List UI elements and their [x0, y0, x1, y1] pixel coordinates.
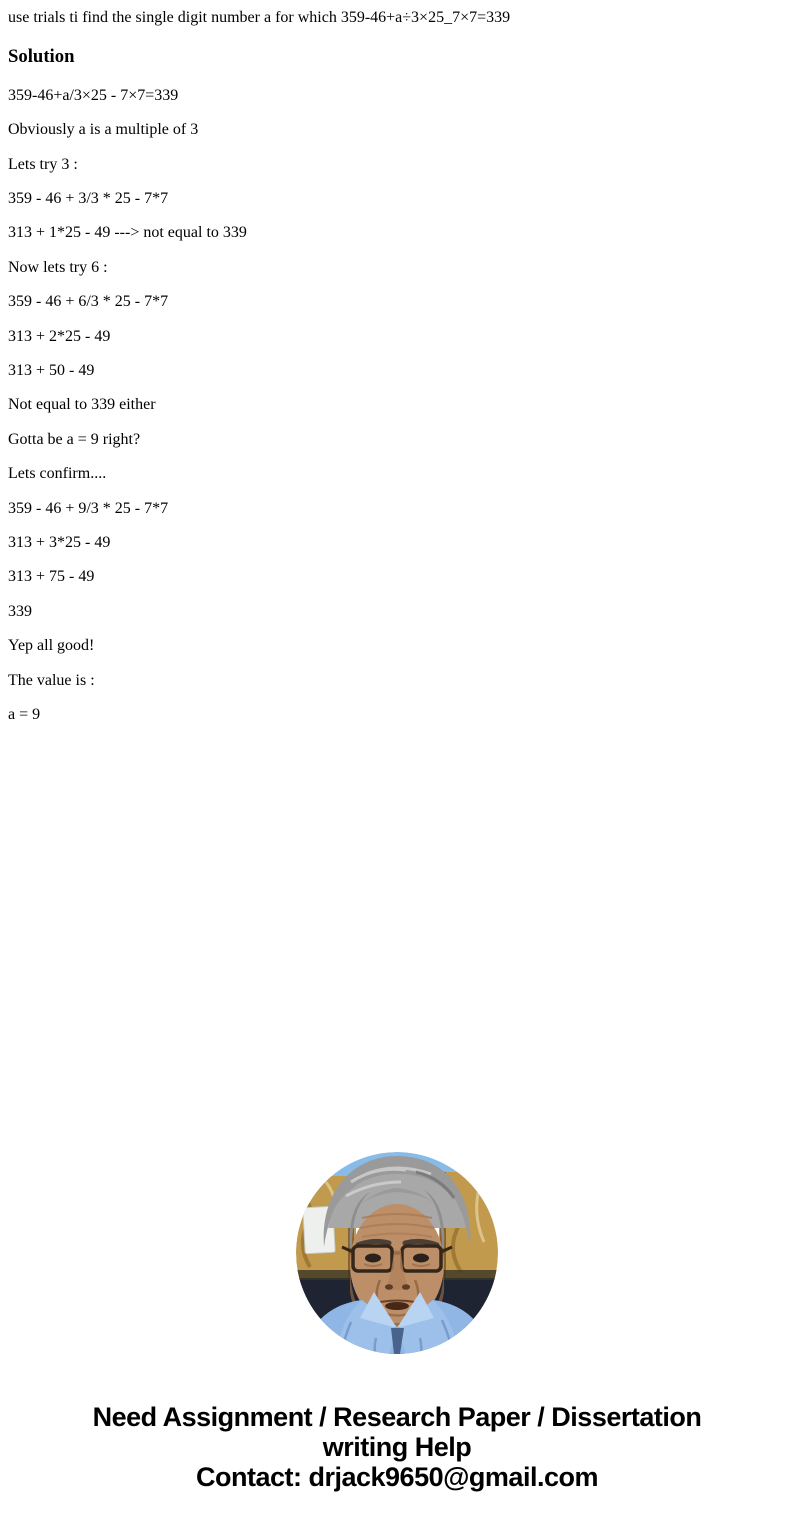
solution-line: 339 — [8, 602, 32, 620]
solution-line: Lets try 3 : — [8, 155, 78, 173]
footer-line-services: Need Assignment / Research Paper / Dissertation — [92, 1402, 702, 1432]
solution-heading: Solution — [8, 46, 75, 68]
solution-line: 359 - 46 + 6/3 * 25 - 7*7 — [8, 293, 169, 311]
tutor-avatar — [296, 1152, 498, 1354]
solution-line: 359 - 46 + 3/3 * 25 - 7*7 — [8, 190, 169, 208]
solution-line: 313 + 3*25 - 49 — [8, 533, 111, 551]
solution-line: 313 + 1*25 - 49 ---> not equal to 339 — [8, 224, 247, 242]
solution-line: Yep all good! — [8, 637, 95, 655]
solution-line: 313 + 50 - 49 — [8, 362, 95, 380]
footer-line-contact-email: Contact: drjack9650@gmail.com — [196, 1462, 598, 1492]
solution-line: The value is : — [8, 671, 95, 689]
footer-promo — [0, 1402, 794, 1492]
solution-line: Now lets try 6 : — [8, 258, 108, 276]
footer-line-help: writing Help — [322, 1432, 472, 1462]
person-portrait-icon — [296, 1152, 498, 1354]
solution-line: Not equal to 339 either — [8, 396, 156, 414]
solution-line: Gotta be a = 9 right? — [8, 430, 141, 448]
solution-line: 359-46+a/3×25 - 7×7=339 — [8, 86, 179, 104]
solution-line: 313 + 75 - 49 — [8, 568, 95, 586]
solution-line: Lets confirm.... — [8, 465, 107, 483]
solution-line: a = 9 — [8, 705, 41, 723]
solution-line: 359 - 46 + 9/3 * 25 - 7*7 — [8, 499, 169, 517]
solution-line: Obviously a is a multiple of 3 — [8, 121, 199, 139]
solution-document — [0, 0, 794, 740]
question-text: use trials ti find the single digit number a for which 359-46+a÷3×25_7×7=339 — [8, 9, 511, 26]
solution-line: 313 + 2*25 - 49 — [8, 327, 111, 345]
